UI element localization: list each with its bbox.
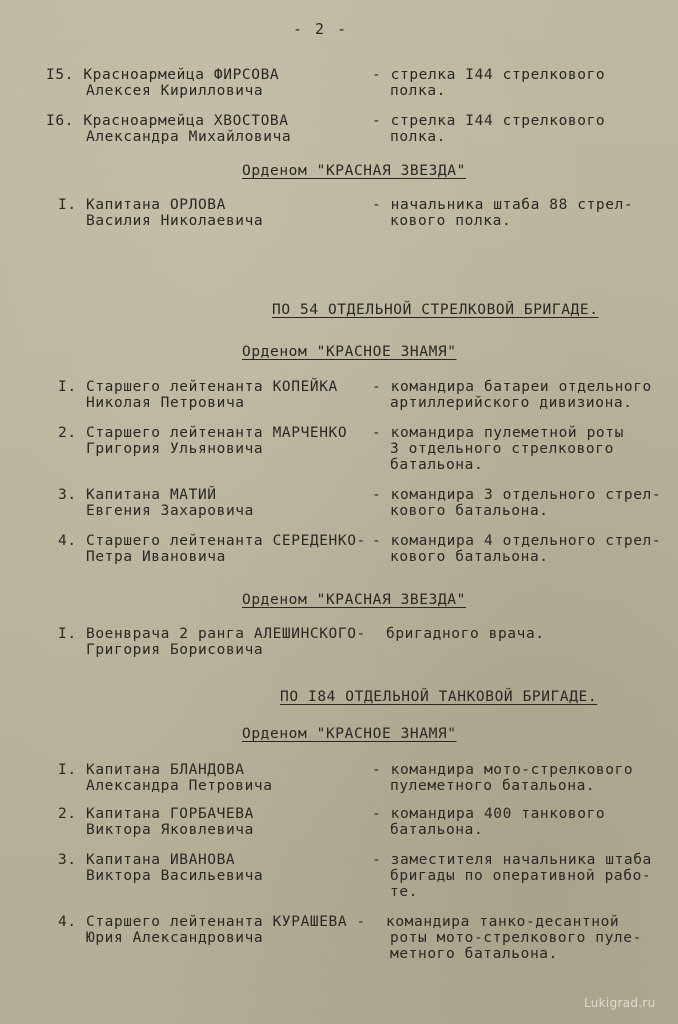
entry-3-desc-cont: бригады по оперативной рабо- xyxy=(390,868,652,884)
entry-2-desc-cont: 3 отдельного стрелкового xyxy=(390,441,614,457)
brigade-heading: ПО I84 ОТДЕЛЬНОЙ ТАНКОВОЙ БРИГАДЕ. xyxy=(280,689,598,705)
entry-1-name-cont: Николая Петровича xyxy=(86,395,245,411)
entry-4-name-cont: Петра Ивановича xyxy=(86,549,226,565)
entry-3-name-cont: Евгения Захаровича xyxy=(86,503,254,519)
entry-3-desc: - заместителя начальника штаба xyxy=(372,852,652,868)
entry-3-name-cont: Виктора Васильевича xyxy=(86,868,264,884)
order-heading: Орденом "КРАСНАЯ ЗВЕЗДА" xyxy=(242,592,466,608)
brigade-heading: ПО 54 ОТДЕЛЬНОЙ СТРЕЛКОВОЙ БРИГАДЕ. xyxy=(272,302,599,318)
entry-16-desc-cont: полка. xyxy=(390,129,446,145)
entry-3-name: 3. Капитана ИВАНОВА xyxy=(58,852,236,868)
order-heading: Орденом "КРАСНОЕ ЗНАМЯ" xyxy=(242,344,457,360)
entry-1-desc-cont: артиллерийского дивизиона. xyxy=(390,395,633,411)
page-number: - 2 - xyxy=(293,20,349,38)
entry-2-name: 2. Капитана ГОРБАЧЕВА xyxy=(58,806,254,822)
watermark: Lukigrad.ru xyxy=(584,996,656,1010)
entry-3-name: 3. Капитана МАТИЙ xyxy=(58,487,217,503)
entry-3-desc: - командира 3 отдельного стрел- xyxy=(372,487,662,503)
entry-1-desc: бригадного врача. xyxy=(386,626,545,642)
entry-1-desc-cont: кового полка. xyxy=(390,213,512,229)
entry-2-desc: - командира пулеметной роты xyxy=(372,425,624,441)
order-heading: Орденом "КРАСНОЕ ЗНАМЯ" xyxy=(242,726,457,742)
entry-4-desc: командира танко-десантной xyxy=(386,914,620,930)
entry-1-name: I. Капитана ОРЛОВА xyxy=(58,197,226,213)
entry-2-desc-cont: батальона. xyxy=(390,457,484,473)
entry-1-desc: - командира мото-стрелкового xyxy=(372,762,634,778)
order-heading: Орденом "КРАСНАЯ ЗВЕЗДА" xyxy=(242,163,466,179)
entry-1-desc: - начальника штаба 88 стрел- xyxy=(372,197,634,213)
entry-1-name: I. Старшего лейтенанта КОПЕЙКА xyxy=(58,379,338,395)
entry-16-name-cont: Александра Михайловича xyxy=(86,129,292,145)
entry-3-desc-cont: те. xyxy=(390,884,418,900)
entry-1-name: I. Военврача 2 ранга АЛЕШИНСКОГО- xyxy=(58,626,366,642)
entry-15-name-cont: Алексея Кирилловича xyxy=(86,83,264,99)
entry-4-name-cont: Юрия Александровича xyxy=(86,930,264,946)
entry-4-name: 4. Старшего лейтенанта СЕРЕДЕНКО- xyxy=(58,533,366,549)
entry-3-desc-cont: кового батальона. xyxy=(390,503,549,519)
entry-16-desc: - стрелка I44 стрелкового xyxy=(372,113,606,129)
entry-1-name-cont: Василия Николаевича xyxy=(86,213,264,229)
entry-16-name: I6. Красноармейца ХВОСТОВА xyxy=(46,113,289,129)
entry-4-desc-cont: кового батальона. xyxy=(390,549,549,565)
entry-2-name-cont: Виктора Яковлевича xyxy=(86,822,254,838)
entry-15-name: I5. Красноармейца ФИРСОВА xyxy=(46,67,280,83)
entry-2-desc-cont: батальона. xyxy=(390,822,484,838)
entry-15-desc-cont: полка. xyxy=(390,83,446,99)
entry-1-name-cont: Александра Петровича xyxy=(86,778,273,794)
entry-2-name-cont: Григория Ульяновича xyxy=(86,441,264,457)
entry-4-desc-cont: роты мото-стрелкового пуле- xyxy=(390,930,642,946)
entry-1-name-cont: Григория Борисовича xyxy=(86,642,264,658)
entry-4-desc-cont: метного батальона. xyxy=(390,946,558,962)
entry-2-desc: - командира 400 танкового xyxy=(372,806,606,822)
entry-2-name: 2. Старшего лейтенанта МАРЧЕНКО xyxy=(58,425,348,441)
entry-15-desc: - стрелка I44 стрелкового xyxy=(372,67,606,83)
entry-1-desc-cont: пулеметного батальона. xyxy=(390,778,596,794)
entry-4-desc: - командира 4 отдельного стрел- xyxy=(372,533,662,549)
entry-1-desc: - командира батареи отдельного xyxy=(372,379,652,395)
entry-1-name: I. Капитана БЛАНДОВА xyxy=(58,762,245,778)
entry-4-name: 4. Старшего лейтенанта КУРАШЕВА - xyxy=(58,914,366,930)
